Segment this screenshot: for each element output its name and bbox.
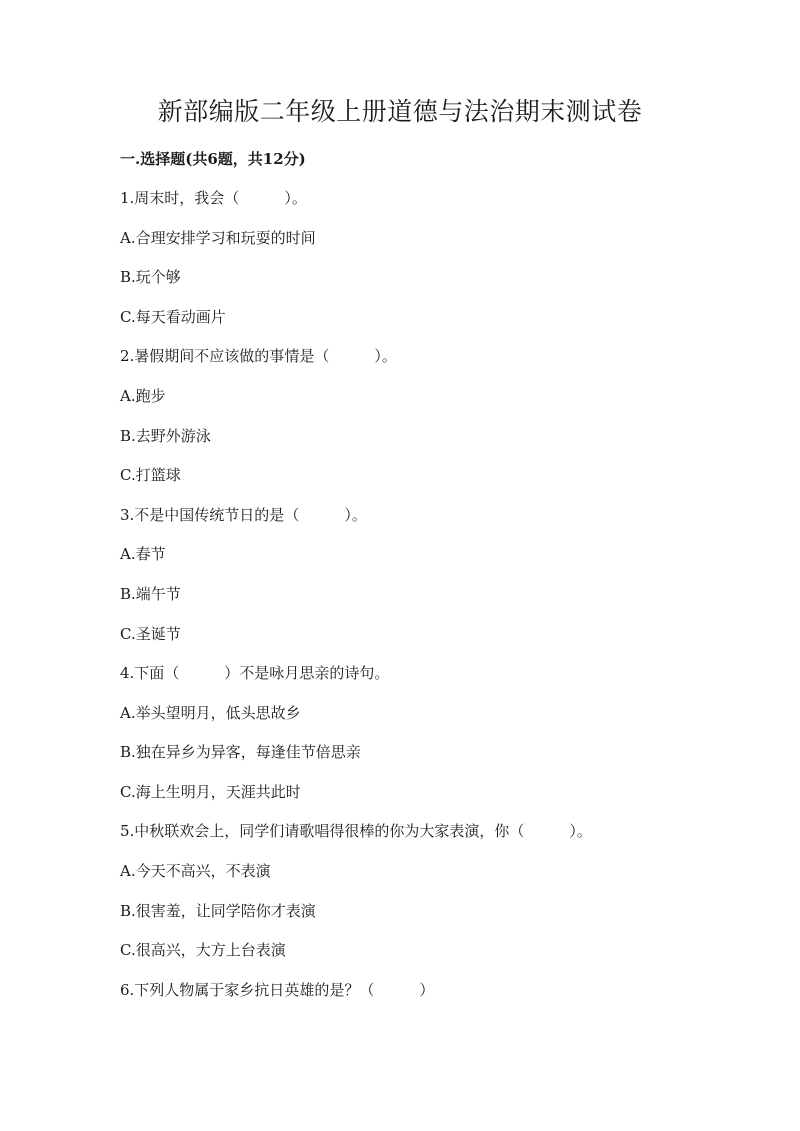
question-option: B.端午节 bbox=[120, 585, 181, 603]
question-option: C.每天看动画片 bbox=[120, 308, 226, 326]
question-stem: 2.暑假期间不应该做的事情是（ ）。 bbox=[120, 347, 397, 365]
section-heading: 一.选择题(共6题，共12分) bbox=[120, 150, 306, 168]
question-option: C.海上生明月，天涯共此时 bbox=[120, 783, 301, 801]
question-option: A.春节 bbox=[120, 545, 166, 563]
question-stem: 4.下面（ ）不是咏月思亲的诗句。 bbox=[120, 664, 390, 682]
question-stem: 6.下列人物属于家乡抗日英雄的是？（ ） bbox=[120, 981, 435, 999]
page-title: 新部编版二年级上册道德与法治期末测试卷 bbox=[157, 97, 643, 126]
question-stem: 3.不是中国传统节日的是（ ）。 bbox=[120, 506, 367, 524]
question-option: B.去野外游泳 bbox=[120, 427, 211, 445]
question-option: A.举头望明月，低头思故乡 bbox=[120, 704, 301, 722]
question-option: A.合理安排学习和玩耍的时间 bbox=[120, 229, 316, 247]
question-option: A.跑步 bbox=[120, 387, 166, 405]
question-option: B.玩个够 bbox=[120, 268, 181, 286]
question-option: B.很害羞，让同学陪你才表演 bbox=[120, 902, 316, 920]
question-stem: 1.周末时，我会（ ）。 bbox=[120, 189, 307, 207]
question-option: C.打篮球 bbox=[120, 466, 181, 484]
question-option: A.今天不高兴，不表演 bbox=[120, 862, 271, 880]
question-option: C.很高兴，大方上台表演 bbox=[120, 941, 286, 959]
question-stem: 5.中秋联欢会上，同学们请歌唱得很棒的你为大家表演，你（ ）。 bbox=[120, 822, 592, 840]
question-option: B.独在异乡为异客，每逢佳节倍思亲 bbox=[120, 743, 361, 761]
question-option: C.圣诞节 bbox=[120, 625, 181, 643]
